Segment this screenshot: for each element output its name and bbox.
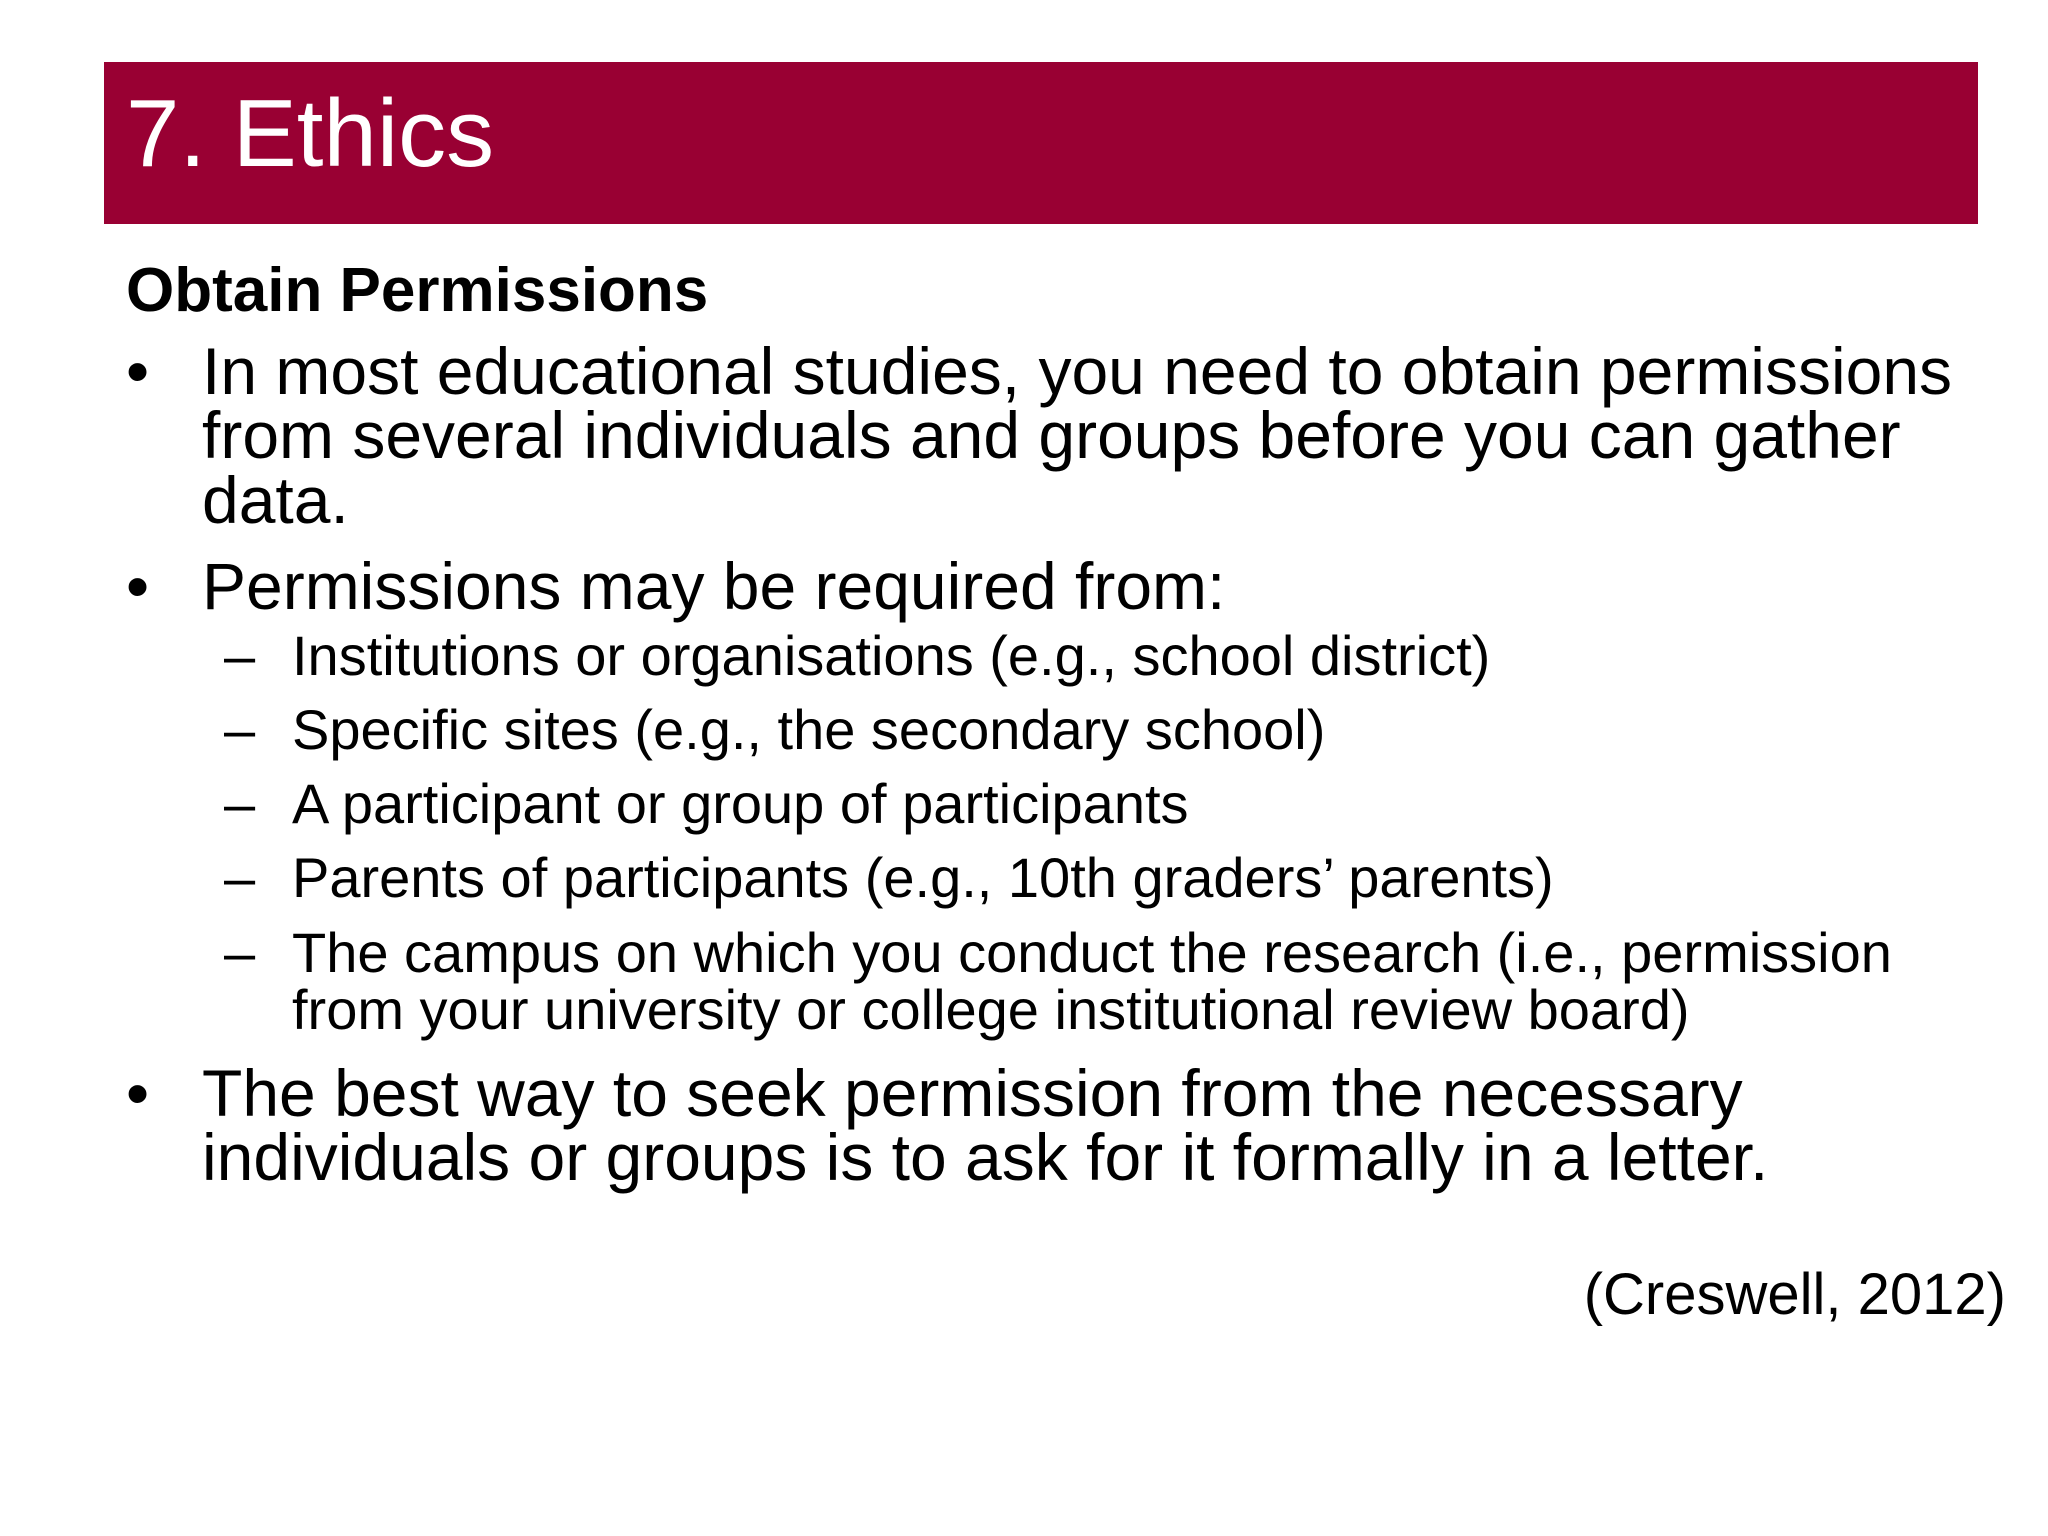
sub-item	[224, 921, 1966, 1042]
bullet-item	[126, 333, 1966, 537]
section-heading: Obtain Permissions	[126, 256, 709, 325]
sub-item-text: A participant or group of participants	[292, 772, 1189, 836]
dash-mark: –	[224, 921, 256, 985]
sub-item	[224, 698, 1966, 762]
citation: (Creswell, 2012)	[1583, 1262, 2006, 1327]
bullet-mark: •	[126, 548, 150, 623]
sub-item	[224, 772, 1966, 836]
bullet-mark: •	[126, 1055, 150, 1130]
bullet-item	[126, 1055, 1966, 1194]
dash-mark: –	[224, 772, 256, 836]
sub-item-text: The campus on which you conduct the research (i.e., permission from your university or college institutional review board)	[292, 921, 1892, 1042]
sub-item-text: Specific sites (e.g., the secondary school)	[292, 698, 1326, 762]
title-bar	[104, 62, 1978, 224]
bullet-text: The best way to seek permission from the necessary individuals or groups is to ask for it formally in a letter.	[202, 1055, 1769, 1194]
slide-title: 7. Ethics	[126, 80, 495, 187]
bullet-text: Permissions may be required from:	[202, 548, 1226, 623]
dash-mark: –	[224, 846, 256, 910]
bullet-mark: •	[126, 333, 150, 408]
dash-mark: –	[224, 698, 256, 762]
sub-item-text: Parents of participants (e.g., 10th graders’ parents)	[292, 846, 1554, 910]
bullet-item	[126, 548, 1966, 623]
dash-mark: –	[224, 624, 256, 688]
sub-item	[224, 846, 1966, 910]
bullet-text: In most educational studies, you need to obtain permissions from several individuals and groups before you can gather data.	[202, 333, 1953, 537]
sub-item	[224, 624, 1966, 688]
slide-content	[126, 256, 1966, 1194]
sub-item-text: Institutions or organisations (e.g., school district)	[292, 624, 1491, 688]
sub-list	[224, 624, 1966, 1042]
